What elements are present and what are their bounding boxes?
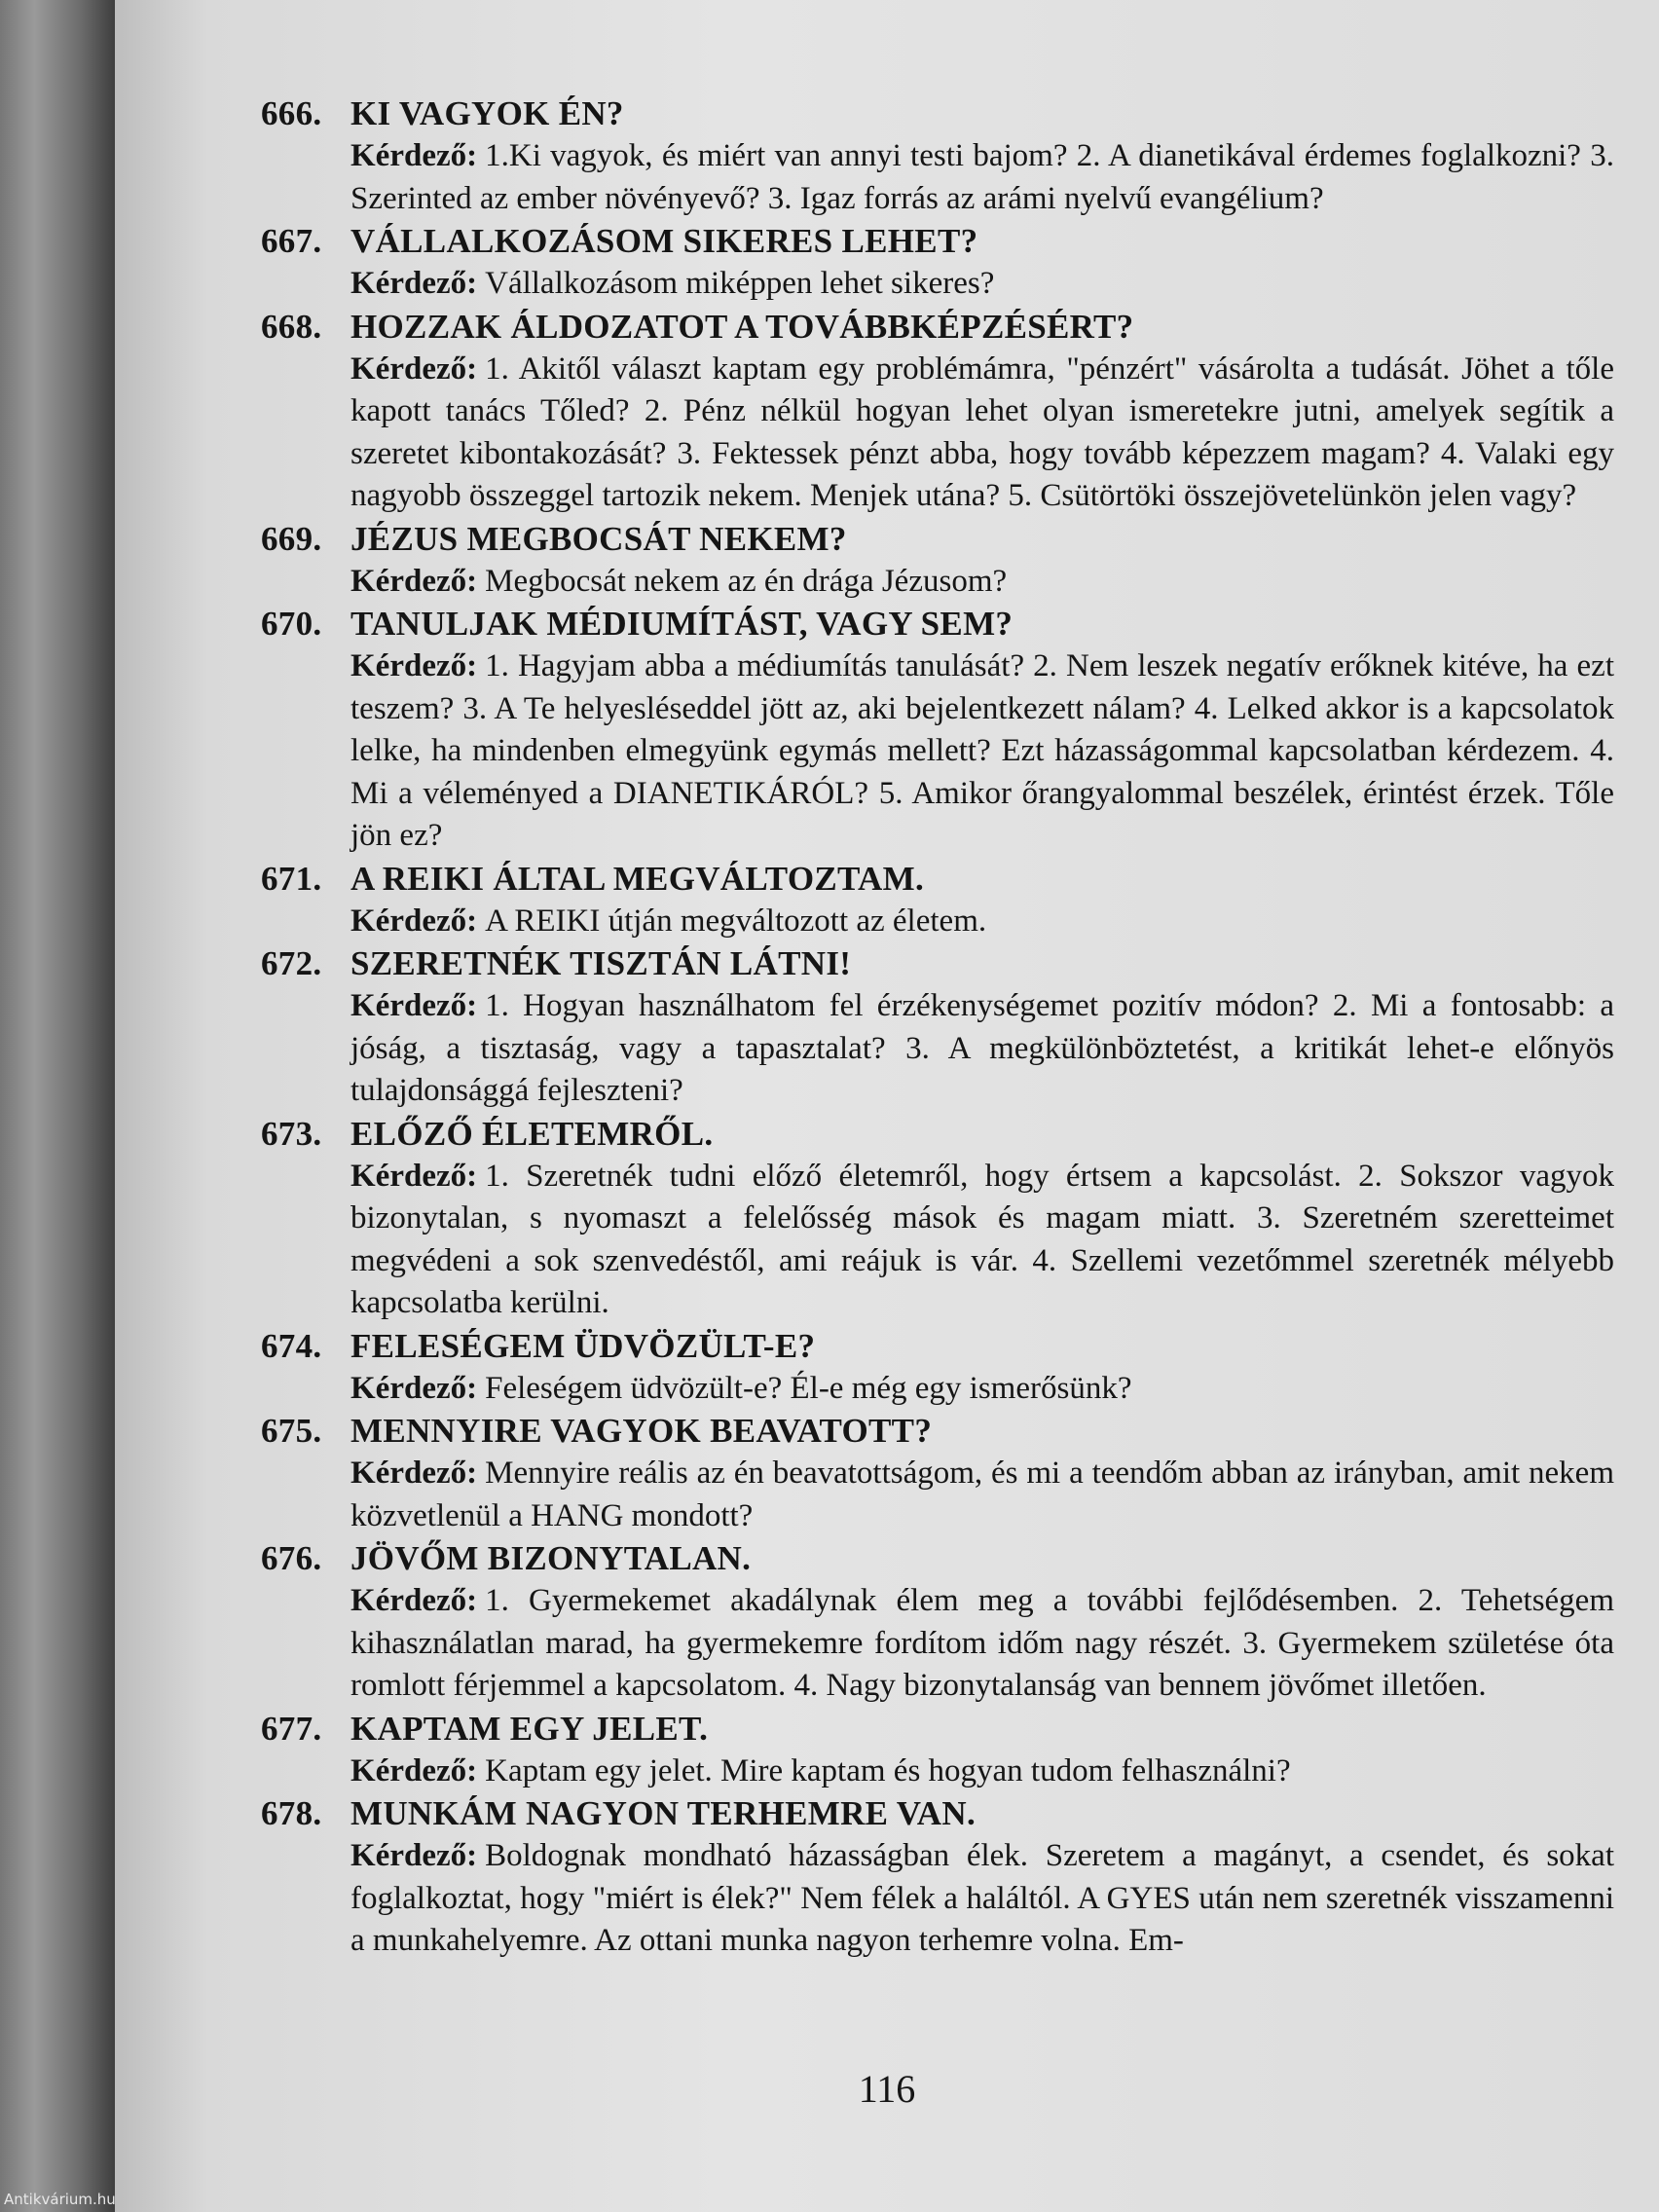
entry-number: 677. [261, 1709, 322, 1748]
entry-body [350, 985, 1614, 1113]
entry-body [350, 645, 1614, 858]
questioner-label: Kérdező: [350, 1752, 478, 1788]
entry-text: Vállalkozásom miképpen lehet sikeres? [485, 266, 995, 301]
entry-body [350, 1580, 1614, 1708]
questioner-label: Kérdező: [350, 648, 478, 683]
entry-title: MUNKÁM NAGYON TERHEMRE VAN. [350, 1794, 977, 1832]
questioner-label: Kérdező: [350, 138, 478, 173]
entry-text: 1. Hogyan használhatom fel érzékenységemet pozitív módon? 2. Mi a fontosabb: a jóság, a tisztaság, vagy a tapasztalat? 3. A megkülönböztetést, a kritikát lehet-e előnyös tulajdonsággá fejleszteni? [350, 988, 1614, 1108]
entry-text: 1. Gyermekemet akadálynak élem meg a további fejlődésemben. 2. Tehetségem kihasználatlan marad, ha gyermekemre fordítom időm nagy részét. 3. Gyermekem születése óta romlott férjemmel a kapcsolatom. 4. Nagy bizonytalanság van bennem jövőmet illetően. [350, 1583, 1614, 1703]
entry-number: 675. [261, 1412, 322, 1450]
questioner-label: Kérdező: [350, 1838, 478, 1873]
entry-674 [261, 1325, 1614, 1411]
entry-title: TANULJAK MÉDIUMÍTÁST, VAGY SEM? [350, 605, 1014, 643]
entry-heading [261, 603, 1614, 645]
entry-body [350, 1156, 1614, 1325]
questioner-label: Kérdező: [350, 1456, 478, 1491]
entry-heading [261, 1410, 1614, 1453]
entry-text: 1. Hagyjam abba a médiumítás tanulását? 2. Nem leszek negatív erőknek kitéve, ha ezt teszem? 3. A Te helyesléseddel jött az, aki bejelentkezett nálam? 4. Lelked akkor is a kapcsolatok lelke, ha mindenben elmegyünk egymás mellett? Ezt házasságommal kapcsolatban kérdezem. 4. Mi a véleményed a DIANETIKÁRÓL? 5. Amikor őrangyalommal beszélek, érintést érzek. Tőle jön ez? [350, 648, 1614, 853]
entry-text: A REIKI útján megváltozott az életem. [485, 903, 987, 939]
entry-heading [261, 92, 1614, 135]
entry-678 [261, 1792, 1614, 1963]
entry-number: 669. [261, 519, 322, 558]
entry-body [350, 349, 1614, 518]
entry-body [350, 901, 1614, 943]
entry-666 [261, 92, 1614, 220]
book-spine [0, 0, 115, 2212]
entry-title: KI VAGYOK ÉN? [350, 94, 624, 132]
page-number: 116 [858, 2067, 916, 2111]
entry-title: HOZZAK ÁLDOZATOT A TOVÁBBKÉPZÉSÉRT? [350, 307, 1134, 346]
entry-heading [261, 1113, 1614, 1156]
entry-672 [261, 942, 1614, 1113]
questioner-label: Kérdező: [350, 988, 478, 1023]
book-page [115, 0, 1659, 2212]
entry-text: Mennyire reális az én beavatottságom, és mi a teendőm abban az irányban, amit nekem közvetlenül a HANG mondott? [350, 1456, 1614, 1533]
entry-number: 676. [261, 1539, 322, 1577]
entry-673 [261, 1113, 1614, 1325]
entry-number: 670. [261, 605, 322, 643]
questioner-label: Kérdező: [350, 350, 478, 387]
entry-title: JÉZUS MEGBOCSÁT NEKEM? [350, 519, 847, 558]
entry-number: 672. [261, 944, 322, 982]
entry-body [350, 561, 1614, 604]
entry-677 [261, 1708, 1614, 1793]
questioner-label: Kérdező: [350, 1370, 478, 1406]
entry-title: ELŐZŐ ÉLETEMRŐL. [350, 1114, 714, 1153]
entry-heading [261, 858, 1614, 901]
entry-text: 1. Szeretnék tudni előző életemről, hogy értsem a kapcsolást. 2. Sokszor vagyok bizonytalan, s nyomaszt a felelősség mások és magam miatt. 3. Szeretném szeretteimet megvédeni a sok szenvedéstől, ami reájuk is vár. 4. Szellemi vezetőmmel szeretnék mélyebb kapcsolatba kerülni. [350, 1158, 1614, 1320]
entry-text: Megbocsát nekem az én drága Jézusom? [485, 563, 1008, 599]
questioner-label: Kérdező: [350, 1583, 478, 1618]
entry-heading [261, 942, 1614, 985]
entry-heading [261, 306, 1614, 349]
entry-heading [261, 1537, 1614, 1580]
entry-title: KAPTAM EGY JELET. [350, 1709, 709, 1748]
entry-title: JÖVŐM BIZONYTALAN. [350, 1539, 752, 1577]
entry-text: Kaptam egy jelet. Mire kaptam és hogyan tudom felhasználni? [485, 1752, 1291, 1788]
entry-text: 1.Ki vagyok, és miért van annyi testi bajom? 2. A dianetikával érdemes foglalkozni? 3. Szerinted az ember növényevő? 3. Igaz forrás az arámi nyelvű evangélium? [350, 138, 1614, 216]
entry-669 [261, 518, 1614, 604]
entry-text: Boldognak mondható házasságban élek. Szeretem a magányt, a csendet, és sokat foglalkoztat, hogy "miért is élek?" Nem félek a haláltól. A GYES után nem szeretnék visszamenni a munkahelyemre. Az ottani munka nagyon terhemre volna. Em- [350, 1838, 1614, 1958]
entry-title: FELESÉGEM ÜDVÖZÜLT-E? [350, 1326, 816, 1365]
entry-heading [261, 518, 1614, 561]
entry-body [350, 1453, 1614, 1537]
entry-number: 668. [261, 307, 322, 346]
entry-number: 666. [261, 94, 322, 132]
entry-671 [261, 858, 1614, 943]
questioner-label: Kérdező: [350, 903, 478, 939]
entry-670 [261, 603, 1614, 858]
entry-title: VÁLLALKOZÁSOM SIKERES LEHET? [350, 222, 978, 260]
entry-668 [261, 306, 1614, 518]
entry-heading [261, 1708, 1614, 1751]
watermark: Antikvárium.hu [4, 2191, 116, 2208]
entry-body [350, 1835, 1614, 1963]
entry-676 [261, 1537, 1614, 1708]
questioner-label: Kérdező: [350, 563, 478, 599]
entry-number: 678. [261, 1794, 322, 1832]
entry-text: 1. Akitől választ kaptam egy problémámra, "pénzért" vásárolta a tudását. Jöhet a tőle kapott tanács Tőled? 2. Pénz nélkül hogyan lehet olyan ismeretekre jutni, amelyek segítik a szeretet kibontakozását? 3. Fektessek pénzt abba, hogy tovább képezzem magam? 4. Valaki egy nagyobb összeggel tartozik nekem. Menjek utána? 5. Csütörtöki összejövetelünkön jelen vagy? [350, 350, 1614, 513]
entry-number: 673. [261, 1114, 322, 1153]
entry-number: 671. [261, 859, 322, 898]
entry-text: Feleségem üdvözült-e? Él-e még egy ismerősünk? [485, 1370, 1132, 1406]
entry-title: A REIKI ÁLTAL MEGVÁLTOZTAM. [350, 859, 925, 898]
entry-body [350, 1751, 1614, 1793]
entry-667 [261, 220, 1614, 306]
entry-number: 667. [261, 222, 322, 260]
entry-heading [261, 220, 1614, 263]
entry-heading [261, 1325, 1614, 1368]
entry-title: MENNYIRE VAGYOK BEAVATOTT? [350, 1412, 933, 1450]
entry-body [350, 263, 1614, 306]
entry-title: SZERETNÉK TISZTÁN LÁTNI! [350, 944, 852, 982]
questioner-label: Kérdező: [350, 1158, 478, 1194]
entry-body [350, 1368, 1614, 1411]
entry-675 [261, 1410, 1614, 1537]
entry-heading [261, 1792, 1614, 1835]
entry-body [350, 135, 1614, 220]
questioner-label: Kérdező: [350, 266, 478, 301]
entry-number: 674. [261, 1326, 322, 1365]
questions-list [261, 92, 1614, 1963]
